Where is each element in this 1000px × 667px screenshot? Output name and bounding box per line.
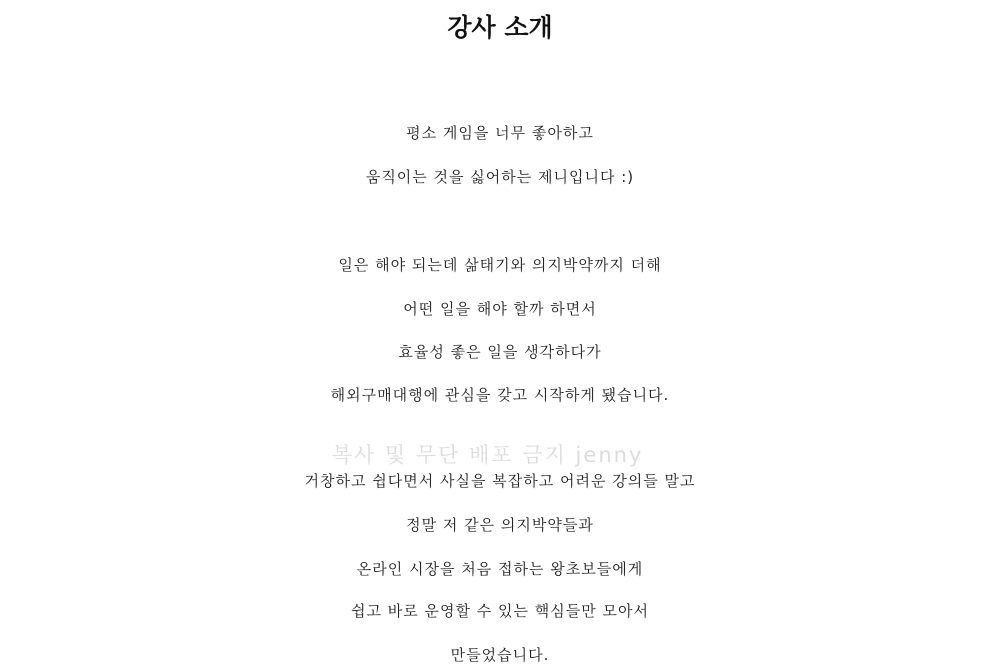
paragraph-1-line-2: 움직이는 것을 싫어하는 제니입니다 :) [365, 168, 635, 186]
paragraph-2-line-1: 일은 해야 되는데 삶태기와 의지박약까지 더해 [338, 256, 662, 274]
paragraph-3-line-3: 온라인 시장을 처음 접하는 왕초보들에게 [356, 560, 644, 578]
page-title: 강사 소개 [447, 13, 553, 42]
paragraph-2-line-4: 해외구매대행에 관심을 갖고 시작하게 됐습니다. [330, 386, 670, 404]
paragraph-2-line-3: 효율성 좋은 일을 생각하다가 [398, 343, 602, 361]
watermark: 복사 및 무단 배포 금지 jenny [331, 443, 644, 467]
paragraph-3-line-4: 쉽고 바로 운영할 수 있는 핵심들만 모아서 [351, 602, 649, 620]
paragraph-1-line-1: 평소 게임을 너무 좋아하고 [406, 124, 594, 142]
paragraph-2-line-2: 어떤 일을 해야 할까 하면서 [403, 300, 597, 318]
paragraph-3-line-2: 정말 저 같은 의지박약들과 [406, 516, 594, 534]
paragraph-3-line-1: 거창하고 쉽다면서 사실을 복잡하고 어려운 강의들 말고 [304, 472, 696, 490]
paragraph-3-line-5: 만들었습니다. [450, 646, 550, 664]
